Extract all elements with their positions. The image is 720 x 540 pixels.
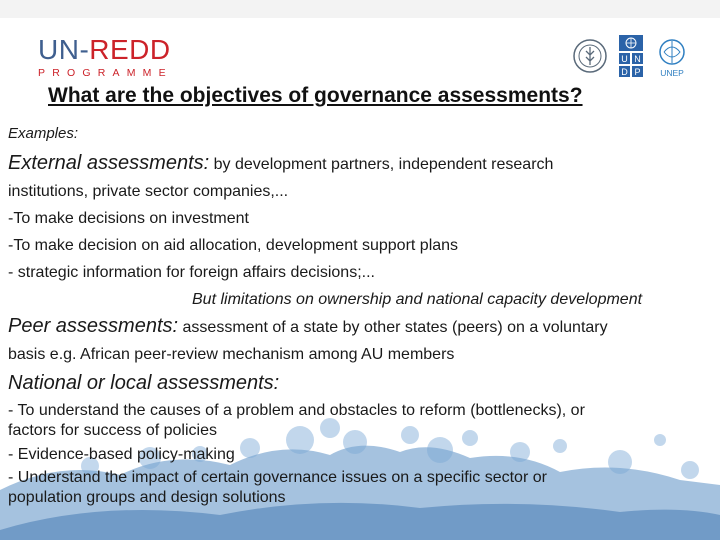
undp-logo-icon	[618, 34, 644, 78]
national-line: factors for success of policies	[8, 422, 217, 439]
svg-text:U: U	[621, 54, 628, 64]
external-text-2: institutions, private sector companies,...	[8, 183, 289, 200]
partner-logos	[572, 38, 692, 80]
national-line: - Evidence-based policy-making	[8, 446, 235, 463]
external-bullet: -To make decision on aid allocation, development support plans	[8, 237, 459, 254]
peer-text-2: basis e.g. African peer-review mechanism among AU members	[8, 346, 455, 363]
unep-label: UNEP	[660, 68, 684, 78]
external-text-1: by development partners, independent research	[209, 156, 554, 173]
national-heading: National or local assessments:	[8, 372, 280, 394]
peer-heading: Peer assessments:	[8, 315, 179, 337]
logo-un-part: UN-	[38, 34, 90, 65]
national-line: - Understand the impact of certain governance issues on a specific sector or	[8, 469, 547, 486]
external-first-line	[8, 150, 716, 178]
national-line: population groups and design solutions	[8, 489, 286, 506]
svg-text:D: D	[621, 67, 628, 77]
logo-sub-text: PROGRAMME	[38, 67, 173, 79]
peer-text-1: assessment of a state by other states (peers) on a voluntary	[178, 319, 608, 336]
external-limitations-note: But limitations on ownership and national capacity development	[192, 291, 643, 308]
fao-logo-icon	[572, 38, 608, 74]
unep-logo-icon	[654, 38, 690, 78]
logo-main-text	[38, 36, 173, 64]
un-redd-logo	[38, 36, 173, 79]
slide-body	[8, 124, 716, 508]
national-line: - To understand the causes of a problem and obstacles to reform (bottlenecks), or	[8, 402, 585, 419]
svg-text:P: P	[634, 67, 641, 77]
national-first-line	[8, 370, 716, 398]
slide-title: What are the objectives of governance assessments?	[48, 84, 583, 107]
logo-redd-part: REDD	[89, 34, 171, 65]
peer-first-line	[8, 313, 716, 341]
external-bullet: - strategic information for foreign affairs decisions;...	[8, 264, 375, 281]
top-band	[0, 0, 720, 18]
svg-text:N: N	[634, 54, 641, 64]
external-heading: External assessments:	[8, 152, 210, 174]
external-bullet: -To make decisions on investment	[8, 210, 249, 227]
examples-label: Examples:	[8, 125, 79, 142]
